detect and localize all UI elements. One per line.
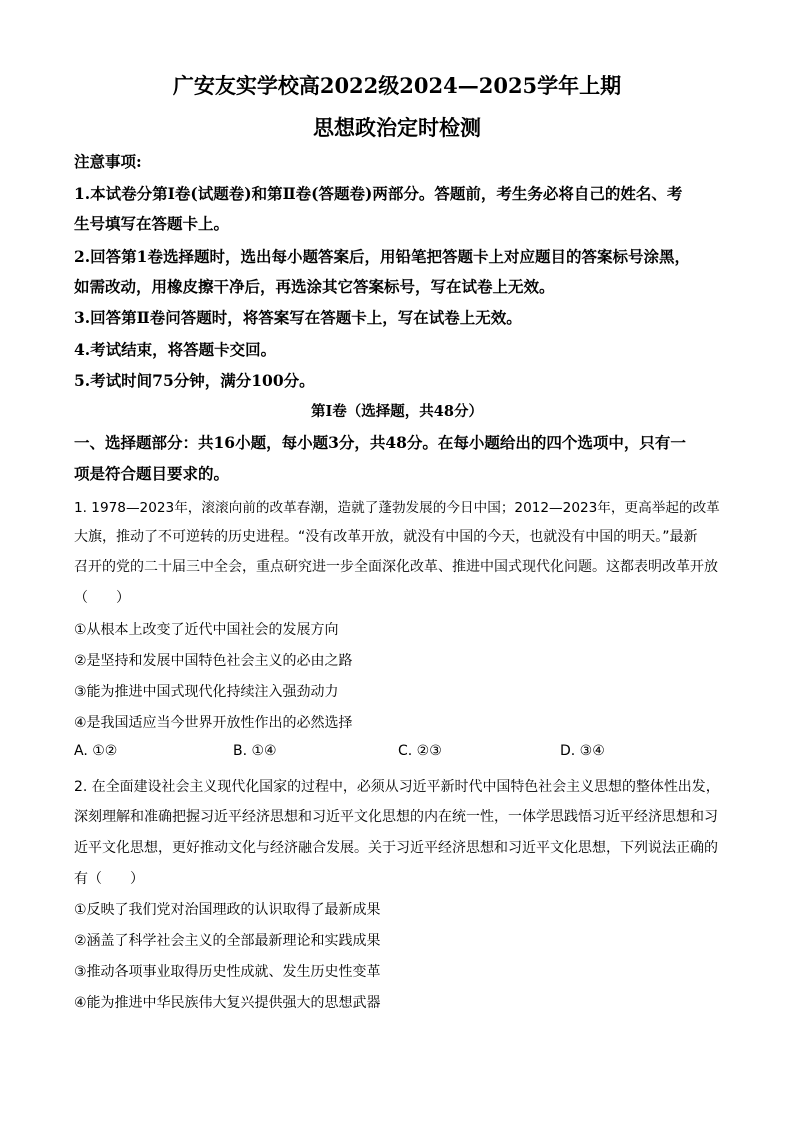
section-instructions: 一、选择题部分：共16小题，每小题3分，共48分。在每小题给出的四个选项中，只有一 xyxy=(74,433,686,452)
statement: ①从根本上改变了近代中国社会的发展方向 xyxy=(74,622,339,638)
section-title: 第Ⅰ卷（选择题，共48分） xyxy=(311,403,483,420)
note-line: 1.本试卷分第Ⅰ卷(试题卷)和第Ⅱ卷(答题卷)两部分。答题前，考生务必将自己的姓名、考 xyxy=(74,184,683,203)
exam-subtitle: 思想政治定时检测 xyxy=(313,115,481,140)
option-a[interactable]: A. ①② xyxy=(74,743,118,759)
question-stem: 深刻理解和准确把握习近平经济思想和习近平文化思想的内在统一性，一体学思践悟习近平经济思想和习 xyxy=(74,809,718,825)
note-line: 4.考试结束，将答题卡交回。 xyxy=(74,340,277,359)
note-line: 如需改动，用橡皮擦干净后，再选涂其它答案标号，写在试卷上无效。 xyxy=(74,277,555,296)
note-line: 5.考试时间75分钟，满分100分。 xyxy=(74,371,315,390)
statement: ④是我国适应当今世界开放性作出的必然选择 xyxy=(74,715,353,731)
question-stem: 近平文化思想，更好推动文化与经济融合发展。关于习近平经济思想和习近平文化思想，下列说法正确的 xyxy=(74,840,718,856)
note-line: 2.回答第1卷选择题时，选出每小题答案后，用铅笔把答题卡上对应题目的答案标号涂黑， xyxy=(74,247,690,266)
question-stem: 有（ ） xyxy=(74,871,144,887)
option-c[interactable]: C. ②③ xyxy=(398,743,442,759)
option-b[interactable]: B. ①④ xyxy=(233,743,277,759)
question-stem: 2. 在全面建设社会主义现代化国家的过程中，必须从习近平新时代中国特色社会主义思想的整体性出发， xyxy=(74,779,720,795)
statement: ④能为推进中华民族伟大复兴提供强大的思想武器 xyxy=(74,995,381,1011)
statement: ①反映了我们党对治国理政的认识取得了最新成果 xyxy=(74,902,381,918)
notes-heading: 注意事项: xyxy=(74,152,142,171)
statement: ③能为推进中国式现代化持续注入强劲动力 xyxy=(74,684,339,700)
question-stem: （ ） xyxy=(74,590,130,606)
question-stem: 大旗，推动了不可逆转的历史进程。“没有改革开放，就没有中国的今天，也就没有中国的明天。”最新 xyxy=(74,529,698,545)
section-instructions: 项是符合题目要求的。 xyxy=(74,464,230,483)
statement: ②是坚持和发展中国特色社会主义的必由之路 xyxy=(74,653,353,669)
option-d[interactable]: D. ③④ xyxy=(560,743,605,759)
statement: ③推动各项事业取得历史性成就、发生历史性变革 xyxy=(74,964,381,980)
question-stem: 召开的党的二十届三中全会，重点研究进一步全面深化改革、推进中国式现代化问题。这都表明改革开放 xyxy=(74,559,718,575)
note-line: 生号填写在答题卡上。 xyxy=(74,214,230,233)
question-stem: 1. 1978—2023年，滚滚向前的改革春潮，造就了蓬勃发展的今日中国；2012—2023年，更高举起的改革 xyxy=(74,500,720,516)
exam-title: 广安友实学校高2022级2024—2025学年上期 xyxy=(172,73,622,98)
note-line: 3.回答第Ⅱ卷问答题时，将答案写在答题卡上，写在试卷上无效。 xyxy=(74,308,522,327)
statement: ②涵盖了科学社会主义的全部最新理论和实践成果 xyxy=(74,933,381,949)
